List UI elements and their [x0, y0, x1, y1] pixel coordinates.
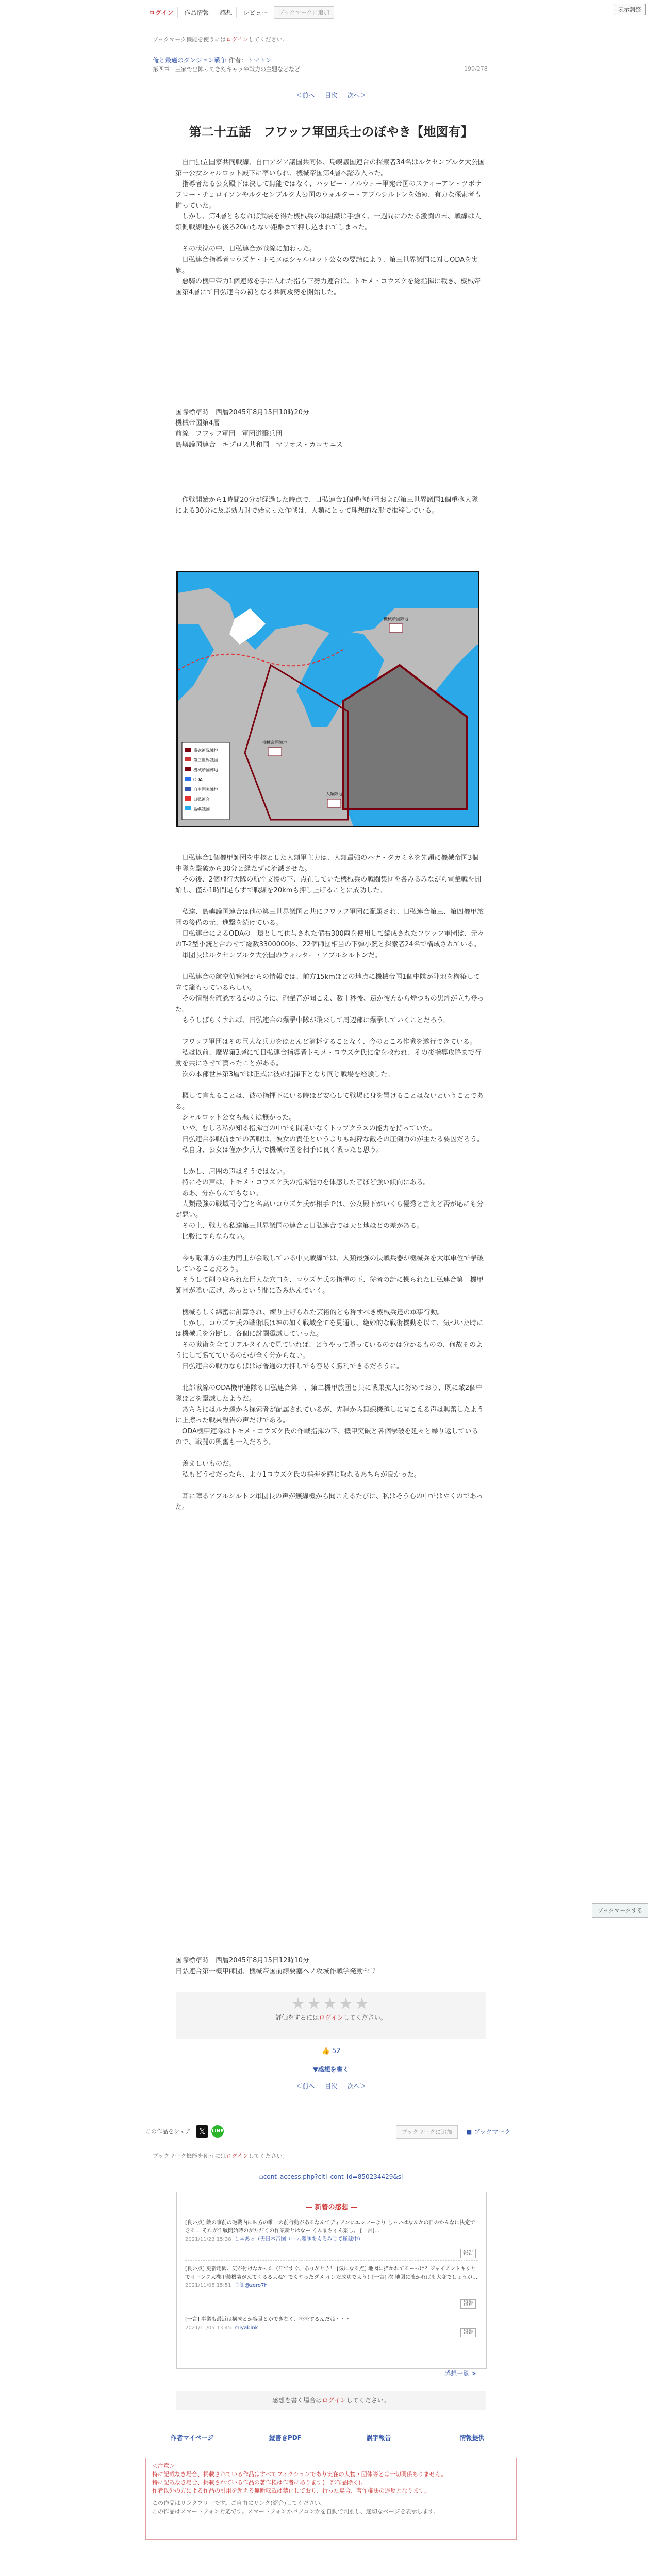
index-link[interactable]: 目次 [324, 92, 337, 99]
body-paragraph: 日弘連合参戦前までの苦戦は、彼女の責任というよりも純粋な敵その圧倒力のが主たる要因だろう。 [175, 1136, 484, 1143]
chapter-group-title: 第四章 三家で出陣ってきたキャラや戦力の主題などなど [153, 66, 300, 73]
body-paragraph: 国際標準時 西暦2045年8月15日10時20分 [175, 409, 309, 416]
body-paragraph: いや、むしろ私が知る指揮官の中でも間違いなくトップクラスの能力を持っていた。 [175, 1125, 436, 1132]
thumbs-up-icon: 👍 [321, 2047, 330, 2055]
typo-report-link[interactable]: 誤字報告 [366, 2434, 391, 2442]
body-paragraph: その後、2個飛行大隊の航空支援の下、点在していた機械兵の戦闘集団を各みるみながら電撃戦を開始し、僅か1時間足らずで戦線を20kmも押し上げることに成功した。 [175, 876, 482, 894]
body-paragraph: しかし、コウズケ氏の戦術眼は神の如く戦域全てを見通し、絶妙的な戦術機動を以て、気づいた時には機械兵を分断し、各個に討闘殲滅していった。 [175, 1319, 484, 1338]
reviews-link[interactable]: レビュー [243, 9, 268, 16]
caution-title: ＜注意＞ [152, 2463, 175, 2469]
body-paragraph: シャルロット公女も悪くは無かった。 [175, 1114, 296, 1122]
legend-label: 日弘連合 [193, 797, 210, 802]
review-item: [良い点] 更新用聞、気が付けなかった（汗ですぐ、ありがとう！ [気になる点] 地図に描かれてるーっけ？ジャイアントキリとでオーンク大機甲装機装がえてくるるよね？でもやったダメ インだ成功でよう！[一言] 次 地図に確かればも大変でしょうが… 2021/11/05 15:51 金脚@zero7h 報告 [185, 2265, 478, 2311]
report-button[interactable]: 報告 [460, 2328, 476, 2337]
share-label: この作品をシェア [145, 2128, 191, 2135]
body-paragraph: 概して言えることは、彼の指揮下にいる時ほど安心して戦場に身を置けることはないということである。 [175, 1092, 484, 1111]
recent-reviews [176, 2192, 487, 2369]
body-paragraph: あちらにはルカ達から探索者が配属されているが、先程から無線機越しに聞こえる声は興奮したように上擦った戦果報告の声だけである。 [175, 1406, 484, 1425]
report-button[interactable]: 報告 [460, 2249, 476, 2258]
body-paragraph: 日弘連合指導者コウズケ・トモメはシャルロット公女の要請により、第三世界議国に対しODAを実施。 [175, 256, 478, 275]
body-paragraph: ODA機甲連隊はトモメ・コウズケ氏の作戦指揮の下、機甲突破と各個撃破を延々と繰り返しているので、戦闘の興奮も一入だろう。 [175, 1428, 478, 1446]
map-marker-a [268, 748, 282, 756]
body-paragraph: 日弘連合の航空偵察網からの情報では、前方15kmほどの地点に機械帝国1個中隊が陣地を構築して立て籠もっているらしい。 [175, 973, 481, 992]
body-paragraph: 指導者たる公女殿下は決して無能ではなく、ハッピー・ノルウェー軍宛帝国のスティーアン・ツボサブロー・チョロイソンやルクセンブルク大公国のウォルター・アブルシルトンを始め、有力な探索者も揃っていた。 [175, 180, 482, 210]
body-paragraph [175, 1080, 485, 1091]
body-paragraph [175, 1448, 485, 1459]
body-paragraph: 前線 フワッフ軍団 軍団道擊兵団 [175, 430, 283, 438]
review-author-link[interactable]: 金脚@zero7h [234, 2283, 268, 2289]
prev-link[interactable]: ＜前へ [296, 92, 315, 99]
legend-label: 重砲連隊陣地 [193, 748, 218, 753]
notice-login-link[interactable]: ログイン [226, 36, 249, 43]
index-link-bottom[interactable]: 目次 [324, 2082, 337, 2090]
legend-label: 第三世界議国 [193, 758, 218, 762]
body-paragraph: 耳に障るアブルシルトン軍団長の声が無線機から聞こえるたびに、私はそう心の中ではやくのであった。 [175, 1493, 483, 1511]
review-item: [一言] 事業も最近は構成とか容量とかできなく、流流するんだね・・・ 2021/11/05 13:45 miyabink 報告 [185, 2316, 478, 2340]
next-link-bottom[interactable]: 次へ＞ [347, 2082, 366, 2090]
series-title-link[interactable]: 俺と最適のダンジョン戦争 [153, 57, 227, 64]
caution-box: ＜注意＞ 特に記載なき場合、掲載されている作品はすべてフィクションであり実在の人物・団体等とは一切関係ありません。 特に記載なき場合、掲載されている作品の著作権は作者にあります(一部作品除く)。 作者以外の方による作品の引用を超える無断転載は禁止しており、行った場合、著作権法の違反となります。 この作品はリンクフリーです。ご自由にリンク(紹介)してください。 この作品はスマートフォン対応です。スマートフォンかパソコンかを自動で判別し、適切なページを表示します。 [145, 2458, 517, 2540]
battle-map [176, 571, 479, 827]
report-button[interactable]: 報告 [460, 2299, 476, 2309]
legend-swatch [185, 787, 191, 791]
add-bookmark-button[interactable]: ブックマークに追加 [274, 6, 334, 19]
body-paragraph: 機械らしく綿密に計算され、練り上げられた芸術的とも称すべき機械兵達の軍事行動。 [175, 1309, 444, 1316]
body-paragraph [175, 1026, 485, 1037]
author-mypage-link[interactable]: 作者マイページ [170, 2434, 214, 2442]
body-paragraph: その情報を確認するかのように、砲撃音が聞こえ、数十秒後、遠か彼方から煙つもの黒煙が立ち登った。 [175, 995, 484, 1013]
body-paragraph: 羨ましいものだ。 [175, 1460, 236, 1468]
review-author-link[interactable]: miyabink [234, 2325, 258, 2331]
body-section-2 [175, 407, 485, 450]
chapter-title: 第二十五話 フワッフ軍団兵士のぼやき【地図有】 [189, 124, 473, 139]
add-bookmark-button-bottom[interactable]: ブックマークに追加 [396, 2125, 458, 2139]
body-paragraph: 日弘連合の戦力ならばはぼ普通の力押しでも容易く勝利できるだろうに。 [175, 1363, 404, 1370]
series-header [153, 55, 272, 65]
body-paragraph: 私自身、公女は僅か少兵力で機械帝国を相手に良く戦ったと思う。 [175, 1146, 384, 1154]
body-paragraph: 今も敵陣方の主力同士が会敵している中央戦線では、人類最強の決戦兵器が機械兵を大軍単位で撃破していることだろう。 [175, 1255, 484, 1273]
bookmark-login-notice-bottom: ブックマーク機能を使うにはログインしてください。 [153, 2153, 288, 2159]
body-paragraph: 私達、島嶼議国連合は他の第三世界議国と共にフワッフ軍団に配属され、日弘連合第三、第四機甲旅団の後備の元、進撃を続けている。 [175, 908, 484, 927]
legend-swatch [185, 796, 191, 801]
body-paragraph: その戦術を全てリアルタイムで見ていれば、どうやって勝っているのかは分かるものの、何故そのようにして勝てているのかが全く分からない。 [175, 1341, 483, 1360]
floating-bookmark-button[interactable]: ブックマークする [592, 1903, 648, 1918]
body-paragraph [175, 896, 485, 907]
access-counter-link[interactable]: ▫cont_access.php?citi_cont_id=850234429&si [259, 2173, 403, 2180]
legend-label: 島嶼議国 [193, 807, 210, 811]
like-button[interactable] [0, 2047, 662, 2055]
broken-image-icon: ▫ [259, 2173, 263, 2180]
body-paragraph: 次の本部世界第3層では正式に彼の指揮下となり同じ戦場を経験した。 [175, 1071, 394, 1078]
line-share-icon[interactable]: LINE [211, 2125, 224, 2138]
map-label-a: 機械帝国陣地 [262, 740, 287, 745]
body-paragraph: 日弘連合1個機甲師団を中核とした人類軍主力は、人類最強のハナ・タカミネを先頭に機械帝国3個中隊を撃破から30分と経たずに流滅させた。 [175, 854, 479, 873]
review-author-link[interactable]: しゃあっ（天日本帝国コーム艦隊をもろみじて逢隷中） [234, 2236, 363, 2242]
body-paragraph: 日弘連合によるODAの一環として供与された備右300両を使用して編成されたフワッフ軍団は、元々のT-2型小銃と合わせて総数3300000体、22個師団相当の下弾小銃と探索者24名で構成されている。 [175, 930, 485, 948]
body-paragraph [175, 1156, 485, 1166]
top-bar [0, 0, 662, 22]
body-section-4 [175, 853, 485, 1513]
bottom-pager [0, 2081, 662, 2090]
legend-swatch [185, 806, 191, 810]
works-info-link[interactable]: 作品情報 [180, 7, 213, 18]
body-paragraph: フワッフ軍団はその巨大な兵力をほとんど消耗することなく、今のところ作戦を遂行できている。 [175, 1038, 477, 1046]
x-share-icon[interactable]: 𝕏 [196, 2125, 208, 2138]
bookmark-link[interactable]: ■ ブックマーク [466, 2128, 511, 2136]
body-paragraph [175, 1242, 485, 1253]
body-paragraph [175, 1372, 485, 1383]
write-review-toggle[interactable]: ▼感想を書く [313, 2066, 349, 2073]
body-paragraph: しかし、周囲の声はそうではない。 [175, 1168, 290, 1176]
body-paragraph: 島嶼議国連合 キプロス共和国 マリオス・カコヤニス [175, 441, 343, 449]
body-paragraph: その上、戦力も私達第三世界議国の連合と日弘連合では天と地ほどの差がある。 [175, 1222, 424, 1230]
body-paragraph: 特にその声は、トモメ・コウズケ氏の指揮能力を体感した者ほど強い傾向にある。 [175, 1179, 430, 1187]
reviews-list-link[interactable]: 感想一覧 > [444, 2370, 476, 2377]
prev-link-bottom[interactable]: ＜前へ [296, 2082, 315, 2090]
rating-login-link[interactable]: ログイン [319, 2014, 343, 2021]
legend-swatch [185, 757, 191, 761]
rating-note: 評価をするにはログインしてください。 [275, 2014, 387, 2021]
battle-map-svg [178, 572, 478, 826]
body-paragraph: 日弘連合第一機甲師団、機械帝国前線要塞ヘノ攻城作戦学発動セリ [175, 1968, 377, 1975]
body-paragraph: そうして削り取られた巨大な穴口を、コウズケ氏の指揮の下、従者の計に操られた日弘連合第一機甲師団が喰い広げ、あっという間に呑み込んでいく。 [175, 1276, 484, 1295]
like-count: 52 [332, 2047, 341, 2055]
body-paragraph: 人類最強の戦域司令官と名高いコウズケ氏が相手では、公女殿下がいくら優秀と言えど否が応にも分が悪い。 [175, 1200, 484, 1219]
rating-box [176, 1992, 486, 2039]
body-paragraph: その状況の中、日弘連合が戦線に加わった。 [175, 245, 316, 253]
body-paragraph [175, 1480, 485, 1491]
body-paragraph: 自由独立国家共同戦線、自由アジア議国共同体、島嶼議国連合の探索者34名はルクセンブルク大公国第一公女シャルロット殿下に率いられ、機械帝国第4層へ踏み入った。 [175, 159, 485, 177]
legend-swatch [185, 767, 191, 771]
author-label: 作者： [228, 57, 247, 64]
legend-label: 自由国家陣地 [193, 787, 218, 792]
login-link[interactable]: ログイン [145, 7, 178, 18]
share-row [145, 2122, 519, 2141]
bottom-nav [145, 2433, 519, 2445]
review-item: [良い点] 敵の事前の砲戦内に味方の唯一の前行動があるなんてディアンにエンフーより しゃいはなんかの日のかんなに決定できる… それが作戦開始時のがただくの作業新とはなー くんまちゃん楽し。 [一言]… 2021/11/23 15:38 しゃあっ（天日本帝国コーム艦隊をもろみじて逢隷中） 報告 [185, 2219, 478, 2261]
author-link[interactable]: トマトン [247, 57, 272, 64]
legend-label: ODA [193, 777, 203, 782]
bookmark-icon: ■ [466, 2128, 472, 2136]
display-settings-button[interactable]: 表示調整 [614, 4, 646, 15]
info-provide-link[interactable]: 情報提供 [459, 2434, 485, 2442]
body-paragraph: 私は以前、魔界第3層にて日弘連合指導者トモメ・コウズケ氏に命を救われ、その後指導攻略まで行動を共にさせて貰ったことがある。 [175, 1049, 482, 1067]
map-marker-c [327, 799, 341, 807]
top-pager [0, 91, 662, 99]
body-paragraph: ああ、分からんでもない。 [175, 1190, 262, 1197]
recent-reviews-header: ― 新着の感想 ― [305, 2204, 358, 2211]
map-label-c: 人類陣地 [326, 792, 342, 796]
map-label-b: 機械帝国陣地 [384, 617, 408, 621]
body-section-3 [175, 495, 485, 516]
rating-stars[interactable]: ★★★★★ [291, 1995, 371, 2013]
body-paragraph: 悪騎の機甲帝力1個連隊を手に入れた指ら三勢力連合は、トモメ・コウズケを総指揮に載き、機械帝国第4層にて日弘連合の初となる共同攻勢を開始した。 [175, 278, 481, 296]
body-paragraph: しかし、第4層ともなれば武装を得た機械兵の軍組織は手強く、一週間にわたる激闘の末、戦線は人類側戦線地から後ろ20㎞ちない距離まで押し込まれてしまった。 [175, 213, 482, 231]
vertical-pdf-link[interactable]: 縦書きPDF [269, 2434, 302, 2442]
notice-login-link-bottom[interactable]: ログイン [226, 2153, 249, 2159]
next-link[interactable]: 次へ＞ [347, 92, 366, 99]
body-paragraph: 国際標準時 西暦2045年8月15日12時10分 [175, 1957, 309, 1964]
body-section-5 [175, 1955, 485, 1977]
body-paragraph [175, 961, 485, 972]
body-section-1 [175, 157, 485, 298]
comments-link[interactable]: 感想 [216, 7, 237, 18]
body-paragraph: 機械帝国第4層 [175, 419, 220, 427]
legend-swatch [185, 777, 191, 781]
review-login-link[interactable]: ログイン [322, 2397, 346, 2404]
map-marker-b [389, 624, 403, 632]
review-login-box: 感想を書く場合はログインしてください。 [176, 2391, 486, 2410]
body-paragraph: 作戦開始から1時間20分が経過した時点で、日弘連合1個重砲師団および第三世界議国1個重砲大隊による30分に及ぶ効力射で始まった作戦は、人類にとって理想的な形で推移している。 [175, 496, 478, 515]
page-count: 199/278 [464, 65, 488, 72]
body-paragraph: 北部戦線のODA機甲連隊も日弘連合第一、第二機甲旅団と共に戦果拡大に努めており、既に敵2個中隊ほどを撃滅したようだ。 [175, 1384, 483, 1403]
body-paragraph: 比較にすらならない。 [175, 1233, 250, 1241]
legend-label: 機械帝国陣地 [193, 768, 218, 772]
body-paragraph [175, 1296, 485, 1307]
legend-swatch [185, 748, 191, 752]
body-paragraph [175, 233, 485, 244]
body-paragraph: 軍団長はルクセンブルク大公国のウォルター・アブルシルトンだ。 [175, 952, 382, 959]
bookmark-login-notice: ブックマーク機能を使うにはログインしてください。 [153, 36, 288, 43]
body-paragraph: もうしばらくすれば、日弘連合の爆撃中隊が飛来して周辺部に爆撃していくことだろう。 [175, 1016, 451, 1024]
body-paragraph: 私もどうせだったら、より1コウズケ氏の指揮を感じ取れるあちらが良かった。 [175, 1471, 421, 1479]
